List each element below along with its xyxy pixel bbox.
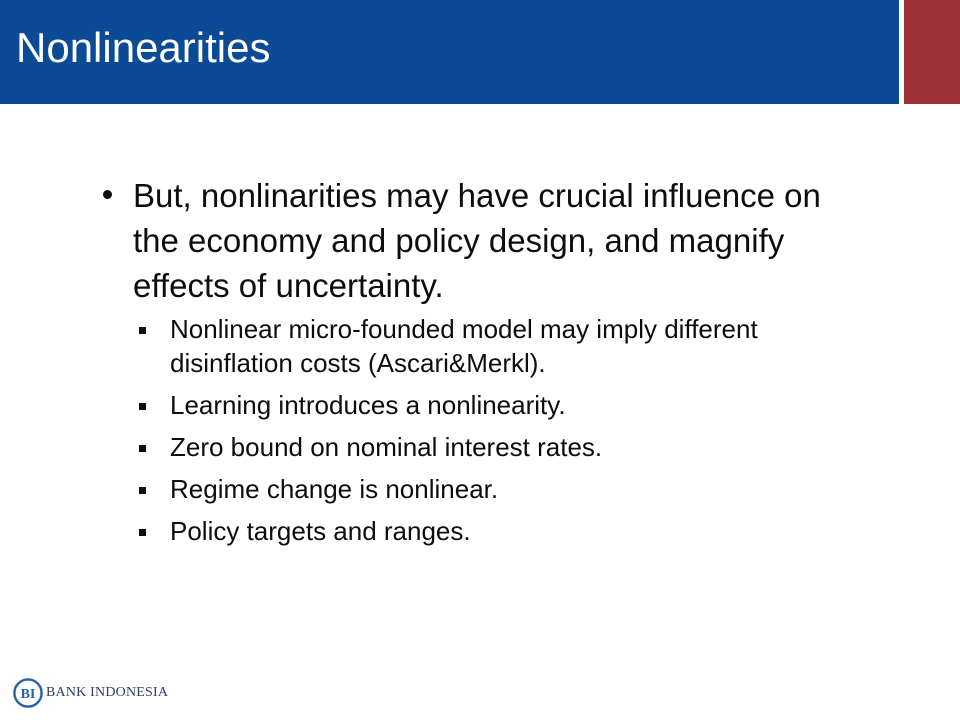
- bullet-item: [0, 173, 960, 308]
- logo-monogram: BI: [20, 687, 36, 702]
- square-bullet-icon: [139, 445, 146, 452]
- title-bar-accent-block: [904, 0, 960, 104]
- sub-bullet-text: Policy targets and ranges.: [170, 516, 471, 546]
- sub-bullet-item: [0, 430, 960, 464]
- slide-title: Nonlinearities: [16, 24, 271, 71]
- sub-bullet-item: [0, 514, 960, 548]
- sub-bullet-item: [0, 472, 960, 506]
- title-bar: [0, 0, 960, 104]
- square-bullet-icon: [139, 487, 146, 494]
- bullet-text: But, nonlinarities may have crucial influence on the economy and policy design, and magnify effects of uncertainty.: [133, 177, 821, 304]
- square-bullet-icon: [139, 403, 146, 410]
- bank-indonesia-logo-icon: [12, 677, 44, 709]
- round-bullet-icon: [103, 190, 112, 199]
- square-bullet-icon: [139, 529, 146, 536]
- logo-wordmark: BANK INDONESIA: [46, 685, 169, 700]
- sub-bullet-text: Nonlinear micro-founded model may imply different disinflation costs (Ascari&Merkl).: [170, 314, 758, 378]
- sub-bullet-text: Regime change is nonlinear.: [170, 474, 499, 504]
- sub-bullet-text: Zero bound on nominal interest rates.: [170, 432, 603, 462]
- square-bullet-icon: [139, 327, 146, 334]
- sub-bullet-item: [0, 388, 960, 422]
- sub-bullet-item: [0, 312, 960, 380]
- sub-bullet-text: Learning introduces a nonlinearity.: [170, 390, 566, 420]
- sub-bullet-list: [0, 312, 960, 556]
